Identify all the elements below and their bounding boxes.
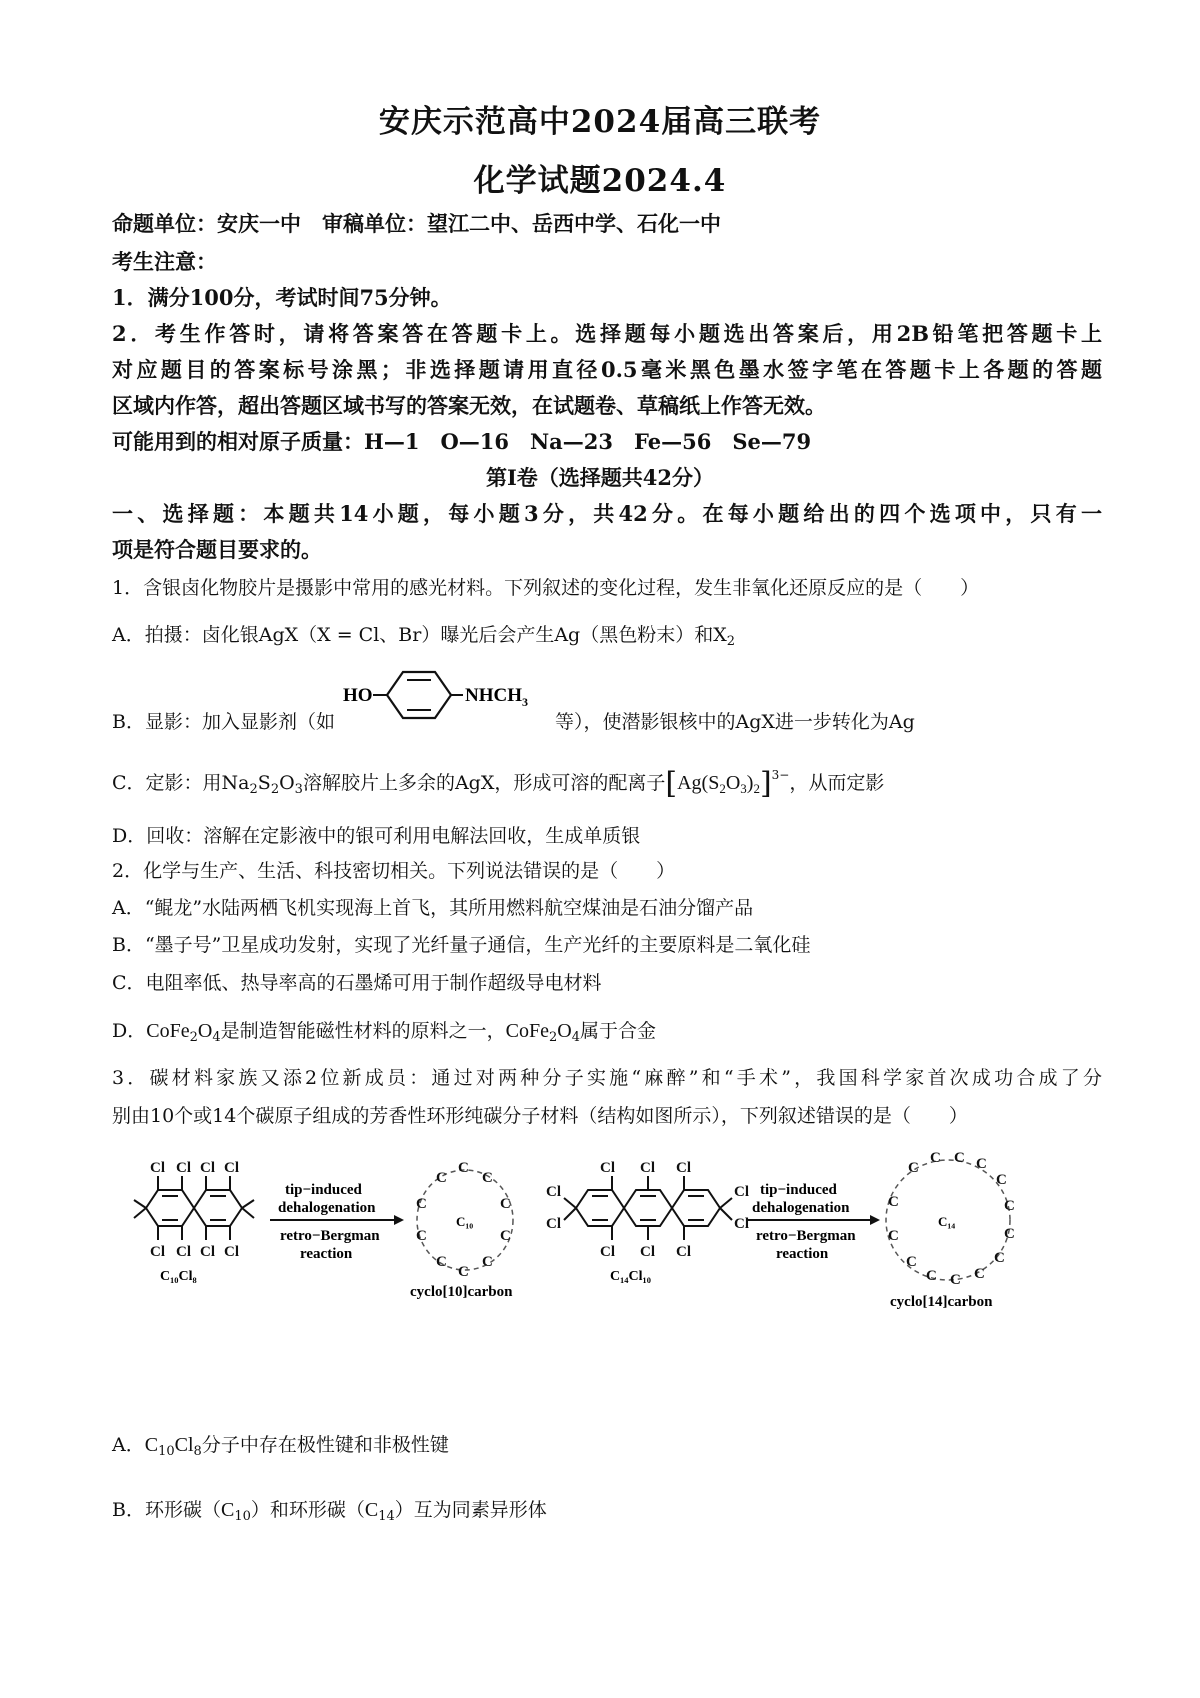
complex-ion: $Ag(S_2O_3)_2$ [677, 772, 760, 796]
exam-subtitle: 化学试题2024.4 [473, 163, 727, 199]
exam-title: 安庆示范高中2024届高三联考 [378, 104, 822, 140]
svg-text:C: C [1004, 1198, 1015, 1214]
q2-option-b: B．“墨子号”卫星成功发射，实现了光纤量子通信，生产光纤的主要原料是二氧化硅 [112, 934, 811, 956]
svg-text:Cl: Cl [546, 1216, 561, 1232]
svg-text:Cl: Cl [224, 1160, 239, 1176]
svg-text:Cl: Cl [640, 1160, 655, 1176]
svg-text:retro−Bergman: retro−Bergman [756, 1228, 856, 1244]
q1-option-b-prefix: B．显影：加入显影剂（如 [112, 711, 335, 733]
svg-text:Cl: Cl [224, 1244, 239, 1260]
q1-stem: 1．含银卤化物胶片是摄影中常用的感光材料。下列叙述的变化过程，发生非氧化还原反应的是（ ） [112, 577, 980, 599]
svg-text:Cl: Cl [640, 1244, 655, 1260]
section-instruction-line-2: 项是符合题目要求的。 [112, 537, 322, 562]
svg-text:C: C [908, 1160, 919, 1176]
hydroxyl-label: HO [343, 685, 373, 706]
svg-text:C₁₄: C₁₄ [938, 1214, 956, 1229]
svg-text:C: C [436, 1170, 447, 1186]
svg-text:reaction: reaction [300, 1246, 353, 1262]
svg-text:Cl: Cl [150, 1244, 165, 1260]
svg-text:C: C [976, 1156, 987, 1172]
developer-structure-diagram [325, 660, 553, 740]
svg-text:Cl: Cl [676, 1244, 691, 1260]
notice-item-2-line-2: 对应题目的答案标号涂黑；非选择题请用直径0.5毫米黑色墨水签字笔在答题卡上各题的答题 [112, 357, 1102, 382]
svg-text:C: C [1004, 1226, 1015, 1242]
part-heading: 第Ⅰ卷（选择题共42分） [485, 465, 715, 490]
benzene-ring [387, 672, 451, 718]
svg-text:C: C [416, 1196, 427, 1212]
svg-text:C: C [458, 1264, 469, 1280]
q3-option-b: B．环形碳$(C_{10})$和环形碳$(C_{14})$互为同素异形体 [112, 1499, 547, 1524]
reaction-arrow-right [748, 1182, 880, 1262]
c10cl8-label: C₁₀Cl₈ [160, 1269, 197, 1284]
svg-text:C: C [458, 1160, 469, 1176]
q1-option-c: C．定影：用$Na_2S_2O_3$溶解胶片上多余的AgX，形成可溶的配离子$[Ag(S_2O_3)_2]^{3-}$，从而定影 [112, 766, 885, 801]
svg-text:Cl: Cl [546, 1184, 561, 1200]
svg-text:Cl: Cl [734, 1184, 749, 1200]
author-units: 命题单位：安庆一中 审稿单位：望江二中、岳西中学、石化一中 [112, 211, 721, 236]
svg-text:C: C [930, 1150, 941, 1166]
svg-text:C: C [950, 1272, 961, 1288]
q1-option-a [112, 620, 735, 649]
q1-option-a-text: A．拍摄：卤化银AgX（X = Cl、Br）曝光后会产生Ag（黑色粉末）和X [112, 624, 727, 646]
svg-text:tip−induced: tip−induced [285, 1182, 362, 1198]
svg-text:C: C [994, 1250, 1005, 1266]
svg-text:Cl: Cl [200, 1160, 215, 1176]
cyclo10-ring [416, 1160, 513, 1280]
svg-text:dehalogenation: dehalogenation [752, 1200, 850, 1216]
svg-text:C: C [906, 1254, 917, 1270]
svg-text:Cl: Cl [676, 1160, 691, 1176]
q3-stem-line-2: 别由10个或14个碳原子组成的芳香性环形纯碳分子材料（结构如图所示），下列叙述错误的是（ ） [112, 1105, 968, 1127]
cyclo14-label: cyclo[14]carbon [890, 1294, 993, 1310]
q2-option-a: A．“鲲龙”水陆两栖飞机实现海上首飞，其所用燃料航空煤油是石油分馏产品 [112, 897, 754, 919]
notice-item-2-line-3: 区域内作答，超出答题区域书写的答案无效，在试题卷、草稿纸上作答无效。 [112, 393, 826, 418]
notice-item-2-line-1: 2．考生作答时，请将答案答在答题卡上。选择题每小题选出答案后，用2B铅笔把答题卡上 [112, 321, 1102, 346]
cyclo10-label: cyclo[10]carbon [410, 1284, 513, 1300]
svg-text:C: C [416, 1228, 427, 1244]
q1-option-d: D．回收：溶解在定影液中的银可利用电解法回收，生成单质银 [112, 825, 641, 847]
svg-text:retro−Bergman: retro−Bergman [280, 1228, 380, 1244]
svg-text:C: C [954, 1150, 965, 1166]
atomic-mass-line: 可能用到的相对原子质量：H—1 O—16 Na—23 Fe—56 Se—79 [112, 429, 812, 454]
svg-text:C: C [436, 1254, 447, 1270]
svg-text:Cl: Cl [176, 1244, 191, 1260]
methylamino-label: $NHCH_3$ [465, 685, 528, 709]
svg-text:Cl: Cl [734, 1216, 749, 1232]
cyclocarbon-reaction-figure [100, 1150, 1100, 1390]
section-instruction-line-1: 一、选择题：本题共14小题，每小题3分，共42分。在每小题给出的四个选项中，只有一 [112, 501, 1102, 526]
svg-text:C: C [500, 1228, 511, 1244]
q1-option-a-subscript: 2 [726, 634, 736, 649]
svg-text:C: C [996, 1172, 1007, 1188]
svg-text:reaction: reaction [776, 1246, 829, 1262]
notice-item-1: 1．满分100分，考试时间75分钟。 [112, 285, 452, 310]
reaction-arrow-left [270, 1182, 404, 1262]
naphthalene-structure [134, 1176, 254, 1240]
svg-text:Cl: Cl [150, 1160, 165, 1176]
q2-option-d: D．$CoFe_2O_4$是制造智能磁性材料的原料之一，$CoFe_2O_4$属于合金 [112, 1020, 656, 1045]
svg-text:Cl: Cl [200, 1244, 215, 1260]
cyclo14-ring [886, 1150, 1015, 1288]
anthracene-structure [564, 1176, 732, 1240]
svg-text:Cl: Cl [176, 1160, 191, 1176]
q3-stem-line-1: 3．碳材料家族又添2位新成员：通过对两种分子实施“麻醉”和“手术”，我国科学家首次成功合成了分 [112, 1067, 1102, 1089]
svg-text:Cl: Cl [600, 1160, 615, 1176]
notice-label: 考生注意： [112, 249, 217, 274]
svg-text:C: C [500, 1196, 511, 1212]
svg-text:C: C [974, 1266, 985, 1282]
c14cl10-label: C₁₄Cl₁₀ [610, 1269, 651, 1284]
svg-text:C: C [482, 1170, 493, 1186]
q3-option-a: A．$C_{10}Cl_8$分子中存在极性键和非极性键 [112, 1434, 449, 1459]
svg-text:Cl: Cl [600, 1244, 615, 1260]
q1-option-b-suffix: 等），使潜影银核中的AgX进一步转化为Ag [555, 711, 915, 733]
svg-text:C: C [926, 1268, 937, 1284]
svg-text:C: C [482, 1254, 493, 1270]
svg-text:C₁₀: C₁₀ [456, 1214, 474, 1229]
svg-text:C: C [888, 1228, 899, 1244]
q2-stem: 2．化学与生产、生活、科技密切相关。下列说法错误的是（ ） [112, 860, 676, 882]
svg-text:C: C [888, 1194, 899, 1210]
svg-text:tip−induced: tip−induced [760, 1182, 837, 1198]
svg-text:dehalogenation: dehalogenation [278, 1200, 376, 1216]
q2-option-c: C．电阻率低、热导率高的石墨烯可用于制作超级导电材料 [112, 972, 602, 994]
